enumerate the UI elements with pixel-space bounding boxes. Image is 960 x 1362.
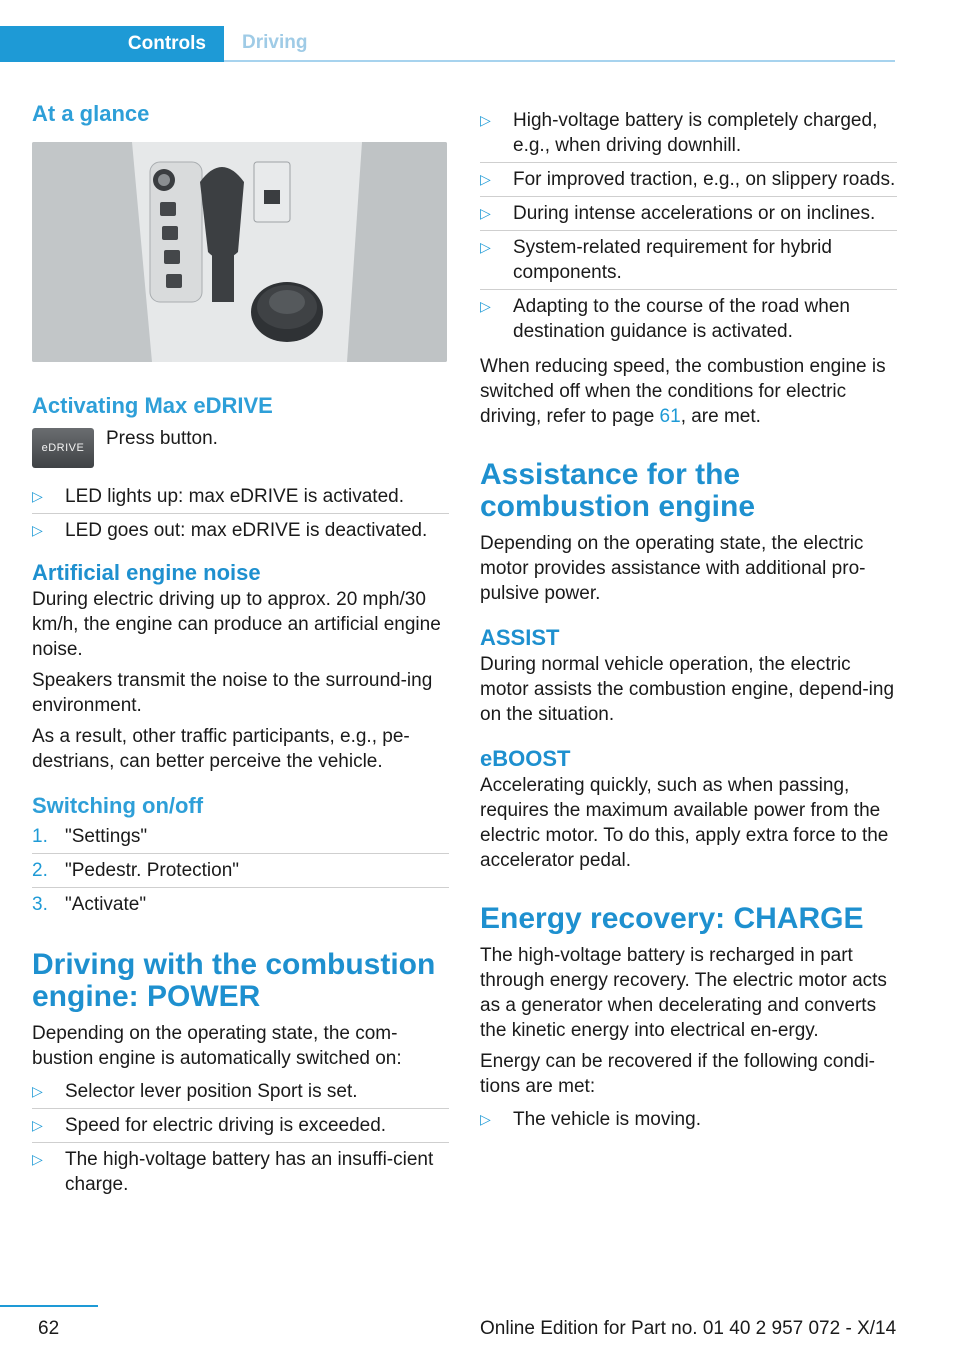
switching-heading: Switching on/off — [32, 793, 204, 818]
triangle-bullet-icon: ▷ — [32, 1117, 43, 1133]
engine-noise-heading: Artificial engine noise — [32, 560, 261, 585]
list-item: 3. "Activate" — [32, 894, 147, 915]
eboost-text: Accelerating quickly, such as when passing, requires the maximum available power from the electric motor. To do this, apply extra force to the accelerator pedal. — [480, 775, 889, 871]
assist-intro: Depending on the operating state, the electric motor provides assistance with additional pro-pulsive power. — [480, 533, 866, 604]
list-item: ▷ During intense accelerations or on inclines. — [480, 197, 897, 231]
list-item: ▷ High-voltage battery is completely charged, e.g., when driving downhill. — [480, 104, 897, 163]
noise-paragraph: During electric driving up to approx. 20 mph/30 km/h, the engine can produce an artificial engine noise. — [32, 589, 441, 660]
list-item: 1. "Settings" — [32, 820, 449, 854]
noise-paragraph: Speakers transmit the noise to the surround-ing environment. — [32, 670, 433, 716]
eboost-subheading: eBOOST — [480, 746, 571, 771]
charge-bullet-list — [480, 1103, 897, 1136]
triangle-bullet-icon: ▷ — [480, 205, 491, 221]
power-intro: Depending on the operating state, the com-bustion engine is automatically switched on: — [32, 1023, 402, 1069]
triangle-bullet-icon: ▷ — [32, 1083, 43, 1099]
power-bullet-list-continued — [480, 104, 897, 348]
charge-heading: Energy recovery: CHARGE — [480, 902, 864, 935]
footer-edition: Online Edition for Part no. 01 40 2 957 072 - X/14 — [480, 1318, 897, 1339]
list-item: ▷ The high-voltage battery has an insuffi-cient charge. — [32, 1149, 434, 1195]
triangle-bullet-icon: ▷ — [480, 239, 491, 255]
charge-paragraph: Energy can be recovered if the following condi-tions are met: — [480, 1051, 876, 1097]
at-a-glance-heading: At a glance — [32, 101, 150, 126]
list-item: ▷ LED lights up: max eDRIVE is activated. — [32, 480, 449, 514]
page-number: 62 — [38, 1318, 60, 1339]
right-column — [480, 104, 897, 1136]
power-bullet-list — [32, 1075, 449, 1201]
footer-accent-bar — [0, 1305, 98, 1307]
page-header — [0, 0, 960, 62]
triangle-bullet-icon: ▷ — [32, 1151, 43, 1167]
assist-heading: Assistance for the combustion engine — [480, 458, 756, 523]
tab-driving[interactable]: Driving — [224, 26, 895, 62]
list-item: ▷ Selector lever position Sport is set. — [32, 1075, 449, 1109]
triangle-bullet-icon: ▷ — [32, 522, 43, 538]
charge-paragraph: The high-voltage battery is recharged in part through energy recovery. The electric motor acts as a generator when decelerating and converts the kinetic energy into electrical en-ergy. — [480, 945, 887, 1041]
list-item: ▷ LED goes out: max eDRIVE is deactivated. — [32, 520, 428, 541]
triangle-bullet-icon: ▷ — [32, 488, 43, 504]
center-console-photo — [32, 142, 447, 362]
assist-subheading: ASSIST — [480, 625, 560, 650]
press-button-text: Press button. — [106, 428, 218, 449]
list-item: ▷ System-related requirement for hybrid components. — [480, 231, 897, 290]
list-item: ▷ Speed for electric driving is exceeded. — [32, 1109, 449, 1143]
triangle-bullet-icon: ▷ — [480, 298, 491, 314]
center-console-illustration — [32, 142, 447, 362]
reduce-speed-paragraph: When reducing speed, the combustion engine is switched off when the conditions for electric driving, refer to page 61, are met. — [480, 356, 886, 427]
list-item: ▷ The vehicle is moving. — [480, 1109, 701, 1130]
assist-text: During normal vehicle operation, the electric motor assists the combustion engine, depend-ing on the situation. — [480, 654, 895, 725]
triangle-bullet-icon: ▷ — [480, 112, 491, 128]
edrive-button-icon: eDRIVE — [32, 428, 94, 468]
left-column — [32, 100, 449, 1201]
tab-controls[interactable]: Controls — [0, 26, 224, 62]
max-edrive-heading: Activating Max eDRIVE — [32, 393, 273, 418]
triangle-bullet-icon: ▷ — [480, 1111, 491, 1127]
noise-paragraph: As a result, other traffic participants, e.g., pe-destrians, can better perceive the vehicle. — [32, 726, 410, 772]
triangle-bullet-icon: ▷ — [480, 171, 491, 187]
list-item: ▷ Adapting to the course of the road when destination guidance is activated. — [480, 296, 850, 342]
settings-steps-list — [32, 820, 449, 921]
power-heading: Driving with the combustion engine: POWER — [32, 948, 436, 1013]
edrive-bullet-list — [32, 480, 449, 547]
list-item: 2. "Pedestr. Protection" — [32, 854, 449, 888]
list-item: ▷ For improved traction, e.g., on slippery roads. — [480, 163, 897, 197]
page-link[interactable]: 61 — [659, 406, 681, 427]
edrive-row — [32, 428, 449, 468]
